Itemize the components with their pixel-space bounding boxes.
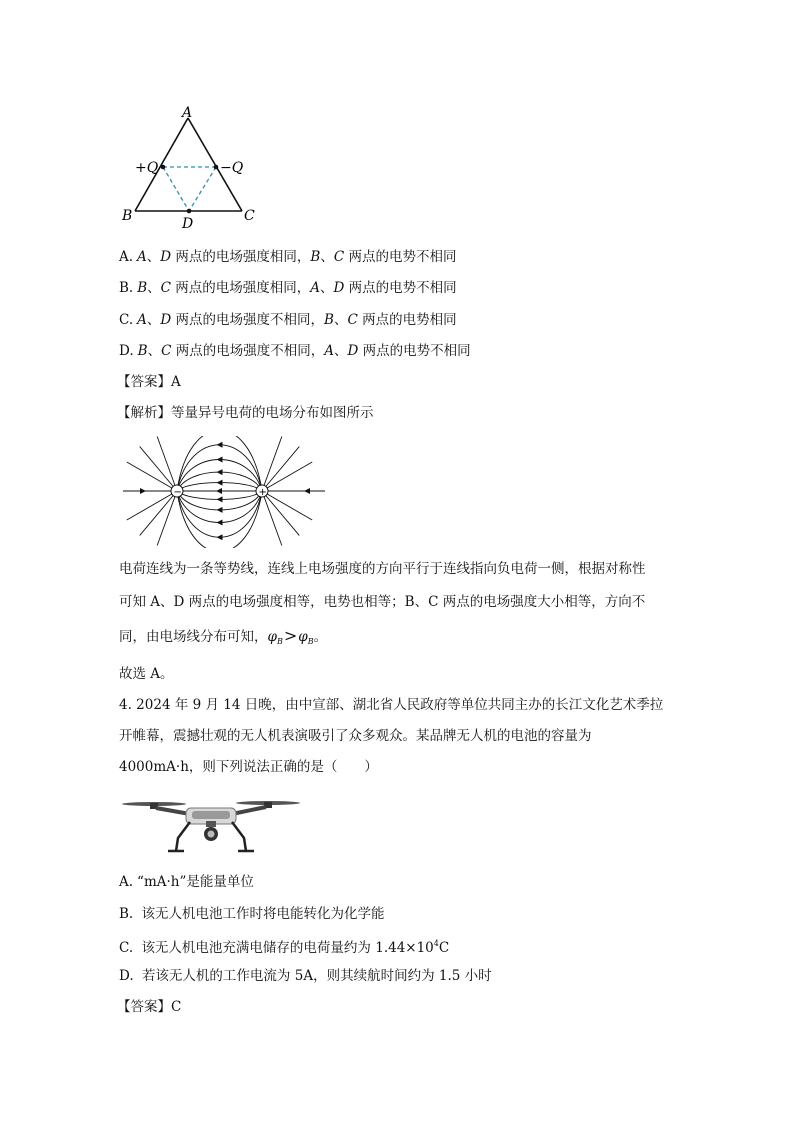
explanation-line-1: 电荷连线为一条等势线，连线上电场强度的方向平行于连线指向负电荷一侧，根据对称性: [119, 561, 646, 577]
answer-value: A: [171, 374, 181, 390]
label-minus-q: −Q: [220, 160, 244, 176]
field-arrow: [217, 534, 223, 540]
q4-stem-line-2: 开帷幕，震撼壮观的无人机表演吸引了众多观众。某品牌无人机的电池的容量为: [119, 728, 592, 744]
field-line-ray: [140, 447, 177, 491]
q3-option-b: [119, 279, 457, 297]
option-text: B、C 两点的电场强度相同，A、D 两点的电势不相同: [137, 280, 457, 296]
analysis-text: 等量异号电荷的电场分布如图所示: [171, 405, 374, 421]
field-line-ray: [262, 491, 312, 520]
phi-symbol: $\varphi_B$: [298, 629, 314, 646]
explanation-line-2: 可知 A、D 两点的电场强度相等，电势也相等；B、C 两点的电场强度大小相等，方向不: [119, 594, 646, 610]
positive-charge-dot: [161, 165, 166, 170]
option-label: A.: [119, 249, 134, 265]
field-line-arc: [177, 491, 262, 523]
electric-field-lines-figure: [121, 436, 327, 548]
q4-option-d: D. 若该无人机的工作电流为 5A，则其续航时间约为 1.5 小时: [119, 968, 492, 984]
answer-tag: 【答案】: [117, 374, 171, 390]
q3-option-d: [119, 342, 471, 360]
field-line-ray: [127, 462, 177, 491]
field-line-ray: [157, 491, 177, 546]
q4-option-a: A. “mA·h”是能量单位: [119, 874, 254, 890]
answer-tag: 【答案】: [117, 999, 171, 1015]
q4-answer: [117, 998, 181, 1016]
greater-than-symbol: >: [283, 626, 298, 645]
field-arrow: [217, 457, 223, 463]
label-d: D: [182, 216, 194, 230]
field-line-ray: [262, 491, 282, 546]
q3-option-a: [119, 248, 456, 266]
label-b: B: [122, 208, 133, 224]
analysis-tag: 【解析】: [117, 405, 171, 421]
field-line-ray: [262, 436, 282, 491]
field-line-ray: [127, 491, 177, 520]
q4-option-b: B. 该无人机电池工作时将电能转化为化学能: [119, 906, 385, 922]
option-text: B、C 两点的电场强度不相同，A、D 两点的电势不相同: [137, 343, 471, 359]
negative-charge-dot: [214, 165, 219, 170]
field-line-ray: [262, 462, 312, 491]
drone-image: [120, 794, 302, 858]
q3-answer: [117, 373, 181, 391]
q3-analysis: [117, 404, 374, 422]
dashed-midline-left: [163, 167, 189, 211]
field-arrow: [217, 496, 223, 502]
label-plus-q: +Q: [135, 160, 159, 176]
option-text: A、D 两点的电场强度不相同，B、C 两点的电势相同: [137, 312, 457, 328]
option-label: D.: [119, 343, 134, 359]
triangle-charge-figure: [118, 104, 268, 230]
option-label: C.: [119, 312, 134, 328]
field-arrow: [217, 442, 223, 448]
q4-stem-line-1: 4. 2024 年 9 月 14 日晚，由中宣部、湖北省人民政府等单位共同主办的长江文化艺术季拉: [119, 697, 664, 713]
option-label: B.: [119, 280, 134, 296]
dashed-midline-right: [189, 167, 216, 211]
negative-charge-symbol: −: [173, 487, 182, 498]
q4-stem-line-3: 4000mA·h，则下列说法正确的是（ ）: [119, 759, 378, 775]
q4-option-c: C. 该无人机电池充满电储存的电荷量约为 $1.44\times 10^4C$: [119, 939, 450, 956]
field-line-arc: [177, 460, 262, 492]
option-text: A、D 两点的电场强度相同，B、C 两点的电势不相同: [137, 249, 457, 265]
label-a: A: [182, 105, 193, 121]
field-arrow: [217, 520, 223, 526]
field-arrow: [140, 488, 146, 494]
point-d-dot: [187, 209, 192, 214]
field-arrow: [217, 480, 223, 486]
field-line-ray: [140, 491, 177, 535]
field-arrow: [216, 488, 222, 494]
field-arrow: [217, 507, 223, 513]
conclusion: 故选 A。: [119, 666, 174, 682]
explanation-line-3: 同，由电场线分布可知，$\varphi_B>\varphi_B$。: [119, 626, 328, 646]
phi-symbol: $\varphi_B$: [267, 629, 283, 646]
label-c: C: [244, 208, 255, 224]
field-line-ray: [157, 436, 177, 491]
field-arrow: [217, 469, 223, 475]
explanation-line-3-text: 同，由电场线分布可知，: [119, 629, 268, 645]
answer-value: C: [171, 999, 182, 1015]
q3-option-c: [119, 311, 457, 329]
positive-charge-symbol: +: [258, 487, 267, 498]
field-line-ray: [262, 491, 299, 535]
field-arrow: [304, 488, 310, 494]
field-line-ray: [262, 447, 299, 491]
